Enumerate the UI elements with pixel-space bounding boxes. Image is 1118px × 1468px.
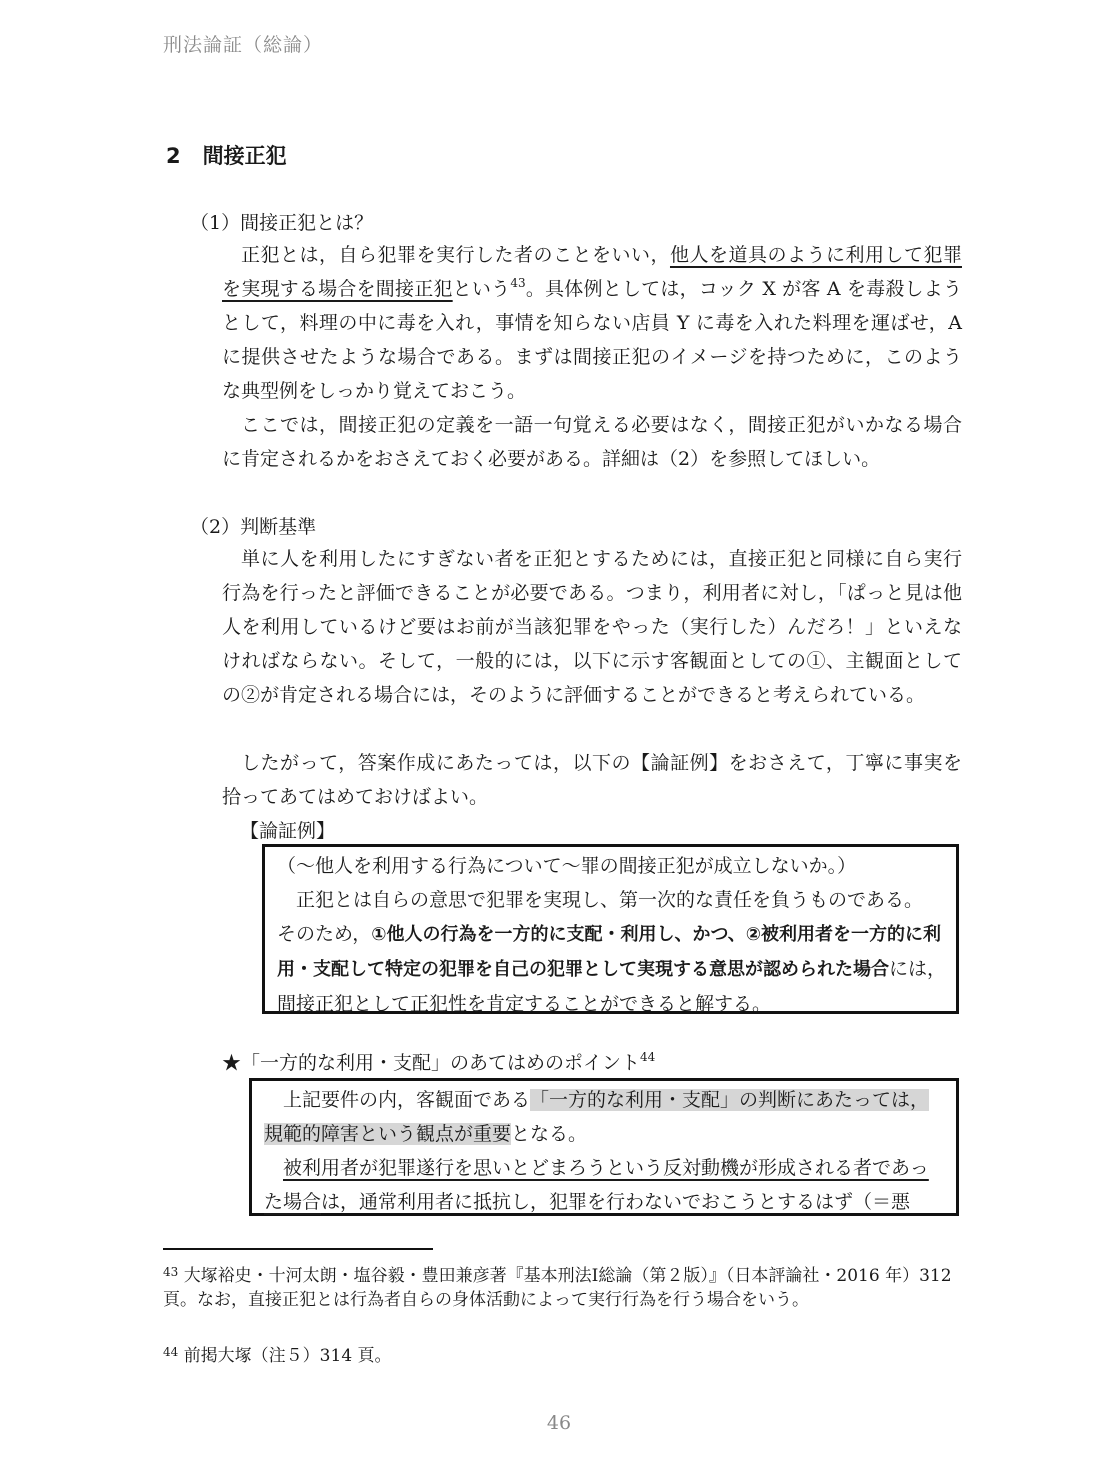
argument-box [262,844,959,1014]
argument-requirements: ①他人の行為を一方的に支配・利用し、かつ、②被利用者を一方的に利用・支配して特定の犯罪を自己の犯罪として実現する意思が認められた場合 [277,924,942,980]
point-underline: 被利用者が犯罪遂行を思いとどまろうという反対動機が形成される者であった場合 [264,1157,929,1213]
sub1-heading: （1）間接正犯とは？ [190,212,374,234]
section-title [166,140,287,170]
footnote-ref-44: 44 [640,1050,656,1064]
sub2-paragraph-1: 単に人を利用したにすぎない者を正犯とするためには，直接正犯と同様に自ら実行行為を行ったと評価できることが必要である。つまり，利用者に対し，「ぱっと見は他人を利用しているけど要はお前が当該犯罪をやった（実行した）んだろ！」といえなければならない。そして，一般的には，以下に示す客観面としての①、主観面としての②が肯定される場合には，そのように評価することができると考えられている。 [222,548,962,706]
footnote-43: $^{43}$ 大塚裕史・十河太朗・塩谷毅・豊田兼彦著『基本刑法Ⅰ総論（第２版）』（日本評論社・2016 年）312 頁。なお，直接正犯とは行為者自らの身体活動によって実行行為を行う場合をいう。 [163,1265,952,1310]
footnote-ref-43: 43 [510,276,526,290]
sub2-paragraph-2: したがって，答案作成にあたっては，以下の【論証例】をおさえて，丁寧に事実を拾ってあてはめておけばよい。 [222,752,962,808]
running-header: 刑法論証（総論） [163,34,324,56]
page-number: 46 [546,1412,572,1434]
section-title-text: 間接正犯 [202,144,287,168]
definition-underline: 他人を道具のように利用して犯罪を実現する場合を間接正犯 [222,244,962,300]
point-title: ★「一方的な利用・支配」のあてはめのポイント$^{44}$ [222,1050,656,1074]
section-number: 2 [166,144,181,168]
sub1-paragraph-1: 正犯とは，自ら犯罪を実行した者のことをいい，他人を道具のように利用して犯罪を実現する場合を間接正犯という$^{43}$。具体例としては，コック X が客 A を毒殺しようとして，料理の中に毒を入れ，事情を知らない店員 Y に毒を入れた料理を運ばせ，A に提供させたような場合である。まずは間接正犯のイメージを持つために，このような典型例をしっかり覚えておこう。 [222,244,962,402]
sub1-paragraph-2: ここでは，間接正犯の定義を一語一句覚える必要はなく，間接正犯がいかなる場合に肯定されるかをおさえておく必要がある。詳細は（2）を参照してほしい。 [222,414,962,470]
sub2-heading: （2）判断基準 [190,516,317,538]
footnote-divider [163,1248,433,1250]
point-paragraph-2: 被利用者が犯罪遂行を思いとどまろうという反対動機が形成される者であった場合は，通常利用者に抵抗し，犯罪を行わないでおこうとするはず（＝悪 [264,1157,929,1213]
footnote-44: $^{44}$ 前掲大塚（注５）314 頁。 [163,1345,392,1366]
argument-line-1: （～他人を利用する行為について～罪の間接正犯が成立しないか。） [277,855,857,877]
argument-label: 【論証例】 [240,820,336,842]
point-paragraph-1: 上記要件の内，客観面である「一方的な利用・支配」の判断にあたっては，規範的障害という観点が重要となる。 [264,1089,930,1145]
argument-line-3: そのため，①他人の行為を一方的に支配・利用し、かつ、②被利用者を一方的に利用・支配して特定の犯罪を自己の犯罪として実現する意思が認められた場合には，間接正犯として正犯性を肯定することができると解する。 [277,923,947,1015]
argument-line-2: 正犯とは自らの意思で犯罪を実現し、第一次的な責任を負うものである。 [296,889,924,911]
point-box [249,1078,959,1216]
point-highlight: 「一方的な利用・支配」の判断にあたっては，規範的障害という観点が重要 [264,1089,930,1145]
